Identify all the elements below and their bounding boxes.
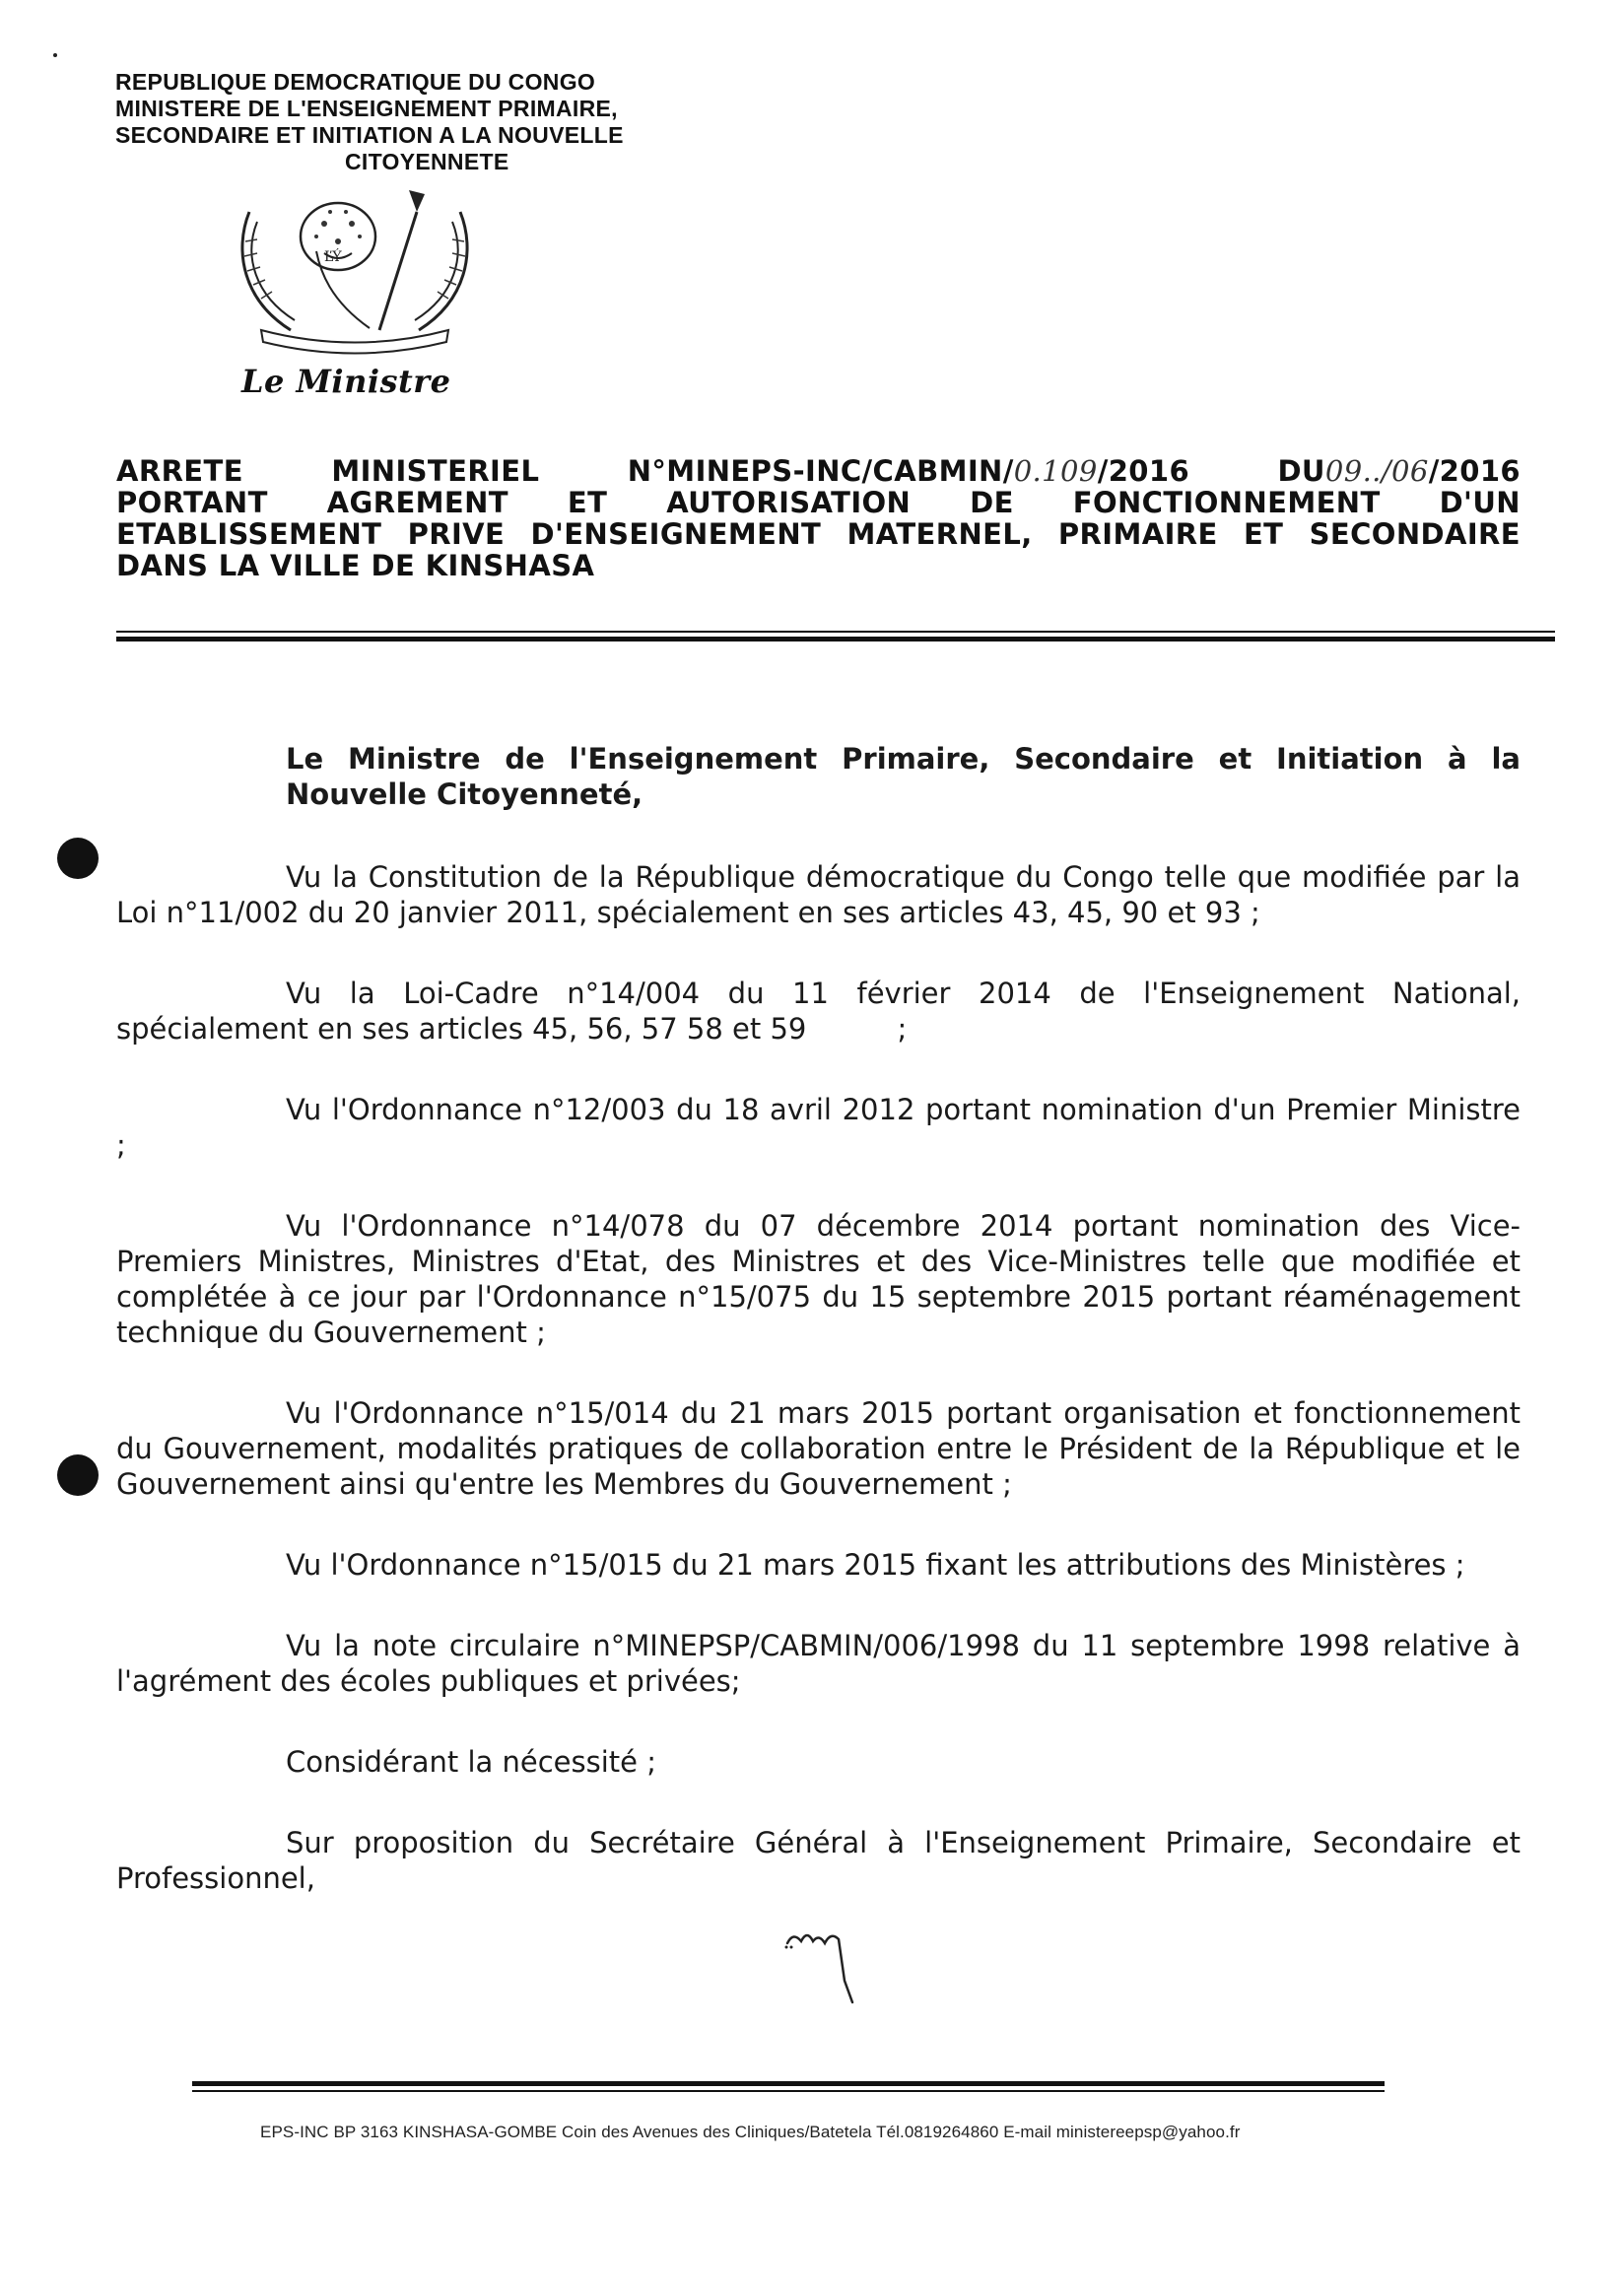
recital-paragraph: Vu l'Ordonnance n°12/003 du 18 avril 2012 portant nomination d'un Premier Ministre ; xyxy=(116,1093,1521,1162)
title-word: D'ENSEIGNEMENT xyxy=(530,517,822,551)
title-word: PORTANT xyxy=(116,486,268,519)
title-word: ARRETE xyxy=(116,454,243,488)
recital-paragraph: Vu la note circulaire n°MINEPSP/CABMIN/006/1998 du 11 septembre 1998 relative à l'agrément des écoles publiques et privées; xyxy=(116,1629,1521,1698)
decree-body xyxy=(116,741,1530,1941)
punch-hole-mark xyxy=(57,1454,99,1496)
title-word: MINISTERIEL xyxy=(331,454,540,488)
letterhead-country: REPUBLIQUE DEMOCRATIQUE DU CONGO xyxy=(115,69,596,95)
intro-statement: Le Ministre de l'Enseignement Primaire, Secondaire et Initiation à la Nouvelle Citoyenneté, xyxy=(286,742,1521,811)
title-divider xyxy=(116,631,1555,633)
title-word: ET xyxy=(1243,517,1284,551)
decree-title xyxy=(116,455,1521,581)
handwritten-day: 09 xyxy=(1324,454,1363,488)
title-word: ET xyxy=(567,486,608,519)
recital-paragraph: Vu l'Ordonnance n°15/014 du 21 mars 2015 portant organisation et fonctionnement du Gouvernement, modalités pratiques de collaboration entre le Président de la République et le Gouvernement ainsi qu'entre les Membres du Gouvernement ; xyxy=(116,1396,1521,1501)
title-word: FONCTIONNEMENT xyxy=(1072,486,1381,519)
scan-speck xyxy=(53,53,57,57)
footer-divider xyxy=(192,2090,1385,2092)
footer-contact: EPS-INC BP 3163 KINSHASA-GOMBE Coin des Avenues des Cliniques/Batetela Tél.0819264860 E-mail ministereepsp@yahoo.fr xyxy=(260,2123,1241,2141)
title-line-4: DANS LA VILLE DE KINSHASA xyxy=(116,549,595,582)
recital-paragraph: Vu la Constitution de la République démocratique du Congo telle que modifiée par la Loi n°11/002 du 20 janvier 2011, spécialement en ses articles 43, 45, 90 et 93 ; xyxy=(116,860,1521,929)
handwritten-month: 06 xyxy=(1390,454,1429,488)
decree-number: N°MINEPS-INC/CABMIN/0.109/2016 xyxy=(627,454,1190,488)
letterhead xyxy=(99,69,690,175)
handwritten-initials xyxy=(783,1922,862,2020)
recital-paragraph: Sur proposition du Secrétaire Général à l'Enseignement Primaire, Secondaire et Professionnel, xyxy=(116,1826,1521,1895)
title-word: DE xyxy=(970,486,1014,519)
title-line-3 xyxy=(116,518,1521,550)
letterhead-ministry-line3: CITOYENNETE xyxy=(345,149,509,174)
title-divider-thick xyxy=(116,637,1555,642)
title-word: D'UN xyxy=(1439,486,1521,519)
title-word: PRIMAIRE xyxy=(1057,517,1218,551)
title-word: AUTORISATION xyxy=(666,486,912,519)
title-line-1 xyxy=(116,455,1521,487)
recital-paragraph: Vu la Loi-Cadre n°14/004 du 11 février 2014 de l'Enseignement National, spécialement en ses articles 45, 56, 57 58 et 59 ; xyxy=(116,977,1530,1046)
punch-hole-mark xyxy=(57,838,99,879)
letterhead-ministry-line1: MINISTERE DE L'ENSEIGNEMENT PRIMAIRE, xyxy=(115,96,618,121)
minister-heading: Le Ministre xyxy=(241,363,451,400)
recital-paragraph: Vu l'Ordonnance n°15/015 du 21 mars 2015 fixant les attributions des Ministères ; xyxy=(286,1548,1465,1582)
letterhead-ministry-line2: SECONDAIRE ET INITIATION A LA NOUVELLE xyxy=(115,122,624,148)
title-word: AGREMENT xyxy=(326,486,508,519)
footer-divider-thick xyxy=(192,2081,1385,2086)
title-word: ETABLISSEMENT xyxy=(116,517,382,551)
recital-paragraph: Vu l'Ordonnance n°14/078 du 07 décembre 2014 portant nomination des Vice-Premiers Ministres, Ministres d'Etat, des Ministres et des Vice-Ministres telle que modifiée et complétée à ce jour par l'Ordonnance n°15/075 du 15 septembre 2015 portant réaménagement technique du Gouvernement ; xyxy=(116,1209,1521,1349)
title-line-2 xyxy=(116,487,1521,518)
title-word: PRIVE xyxy=(407,517,506,551)
handwritten-number: 0.109 xyxy=(1013,454,1098,488)
title-word: MATERNEL, xyxy=(846,517,1033,551)
svg-text:ĽÝ: ĽÝ xyxy=(324,249,342,265)
decree-date: DU09../06/2016 xyxy=(1277,454,1521,488)
recital-paragraph: Considérant la nécessité ; xyxy=(286,1745,656,1779)
coat-of-arms-emblem xyxy=(222,182,488,360)
title-word: SECONDAIRE xyxy=(1309,517,1521,551)
